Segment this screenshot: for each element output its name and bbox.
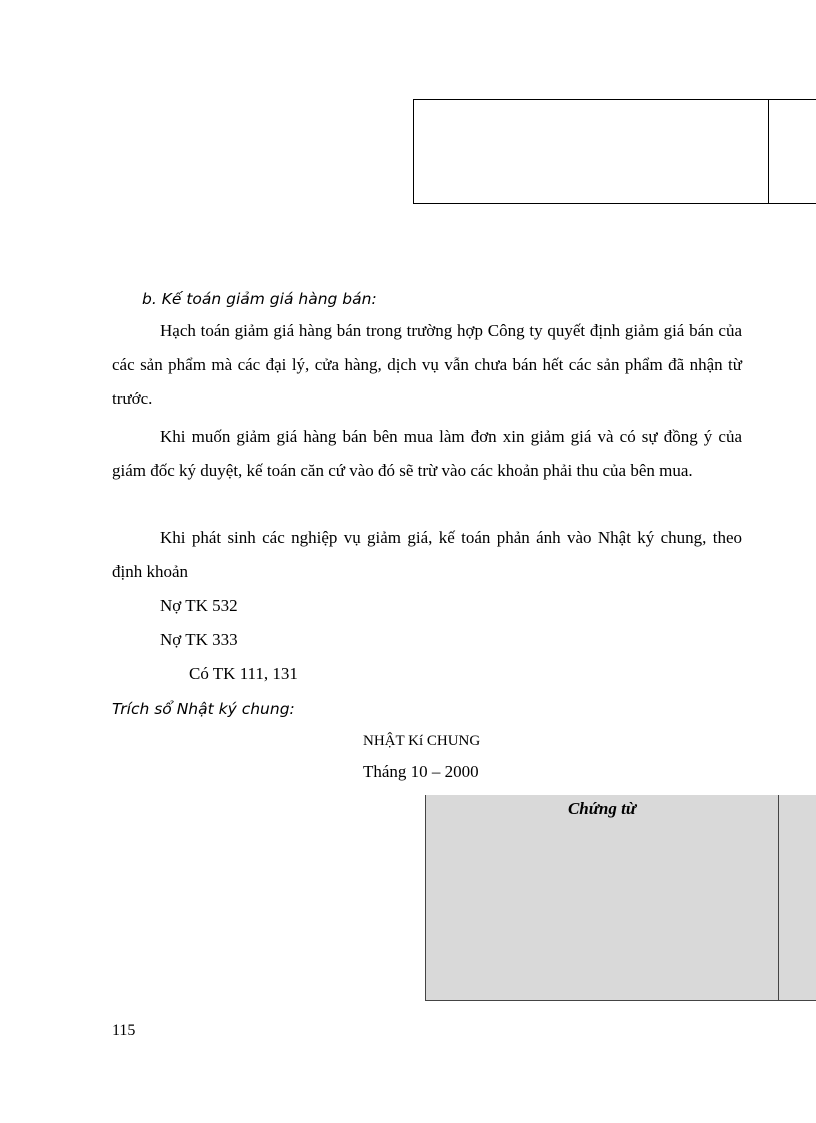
- paragraph-3: Khi phát sinh các nghiệp vụ giảm giá, kế toán phản ánh vào Nhật ký chung, theo định khoản: [112, 528, 742, 581]
- table-divider: [768, 100, 769, 203]
- table-divider: [778, 795, 779, 1000]
- paragraph-1: Hạch toán giảm giá hàng bán trong trường hợp Công ty quyết định giảm giá bán của các sản phẩm mà các đại lý, cửa hàng, dịch vụ vẫn chưa bán hết các sản phẩm đã nhận từ trước.: [112, 321, 742, 408]
- debit-entry-532: Nợ TK 532: [160, 596, 238, 615]
- page-number: 115: [112, 1022, 136, 1039]
- paragraph-2: Khi muốn giảm giá hàng bán bên mua làm đơn xin giảm giá và có sự đồng ý của giám đốc ký duyệt, kế toán căn cứ vào đó sẽ trừ vào các khoản phải thu của bên mua.: [112, 427, 742, 480]
- section-heading: b. Kế toán giảm giá hàng bán:: [142, 290, 377, 308]
- journal-month: Tháng 10 – 2000: [363, 762, 479, 781]
- debit-entry-333: Nợ TK 333: [160, 630, 238, 649]
- credit-entry: Có TK 111, 131: [189, 664, 298, 683]
- column-header-chung-tu: Chứng từ: [567, 799, 637, 818]
- journal-title: NHẬT Kí CHUNG: [363, 733, 481, 749]
- top-table-fragment: [413, 99, 816, 204]
- journal-table: [425, 795, 816, 1001]
- excerpt-label: Trích sổ Nhật ký chung:: [112, 700, 295, 718]
